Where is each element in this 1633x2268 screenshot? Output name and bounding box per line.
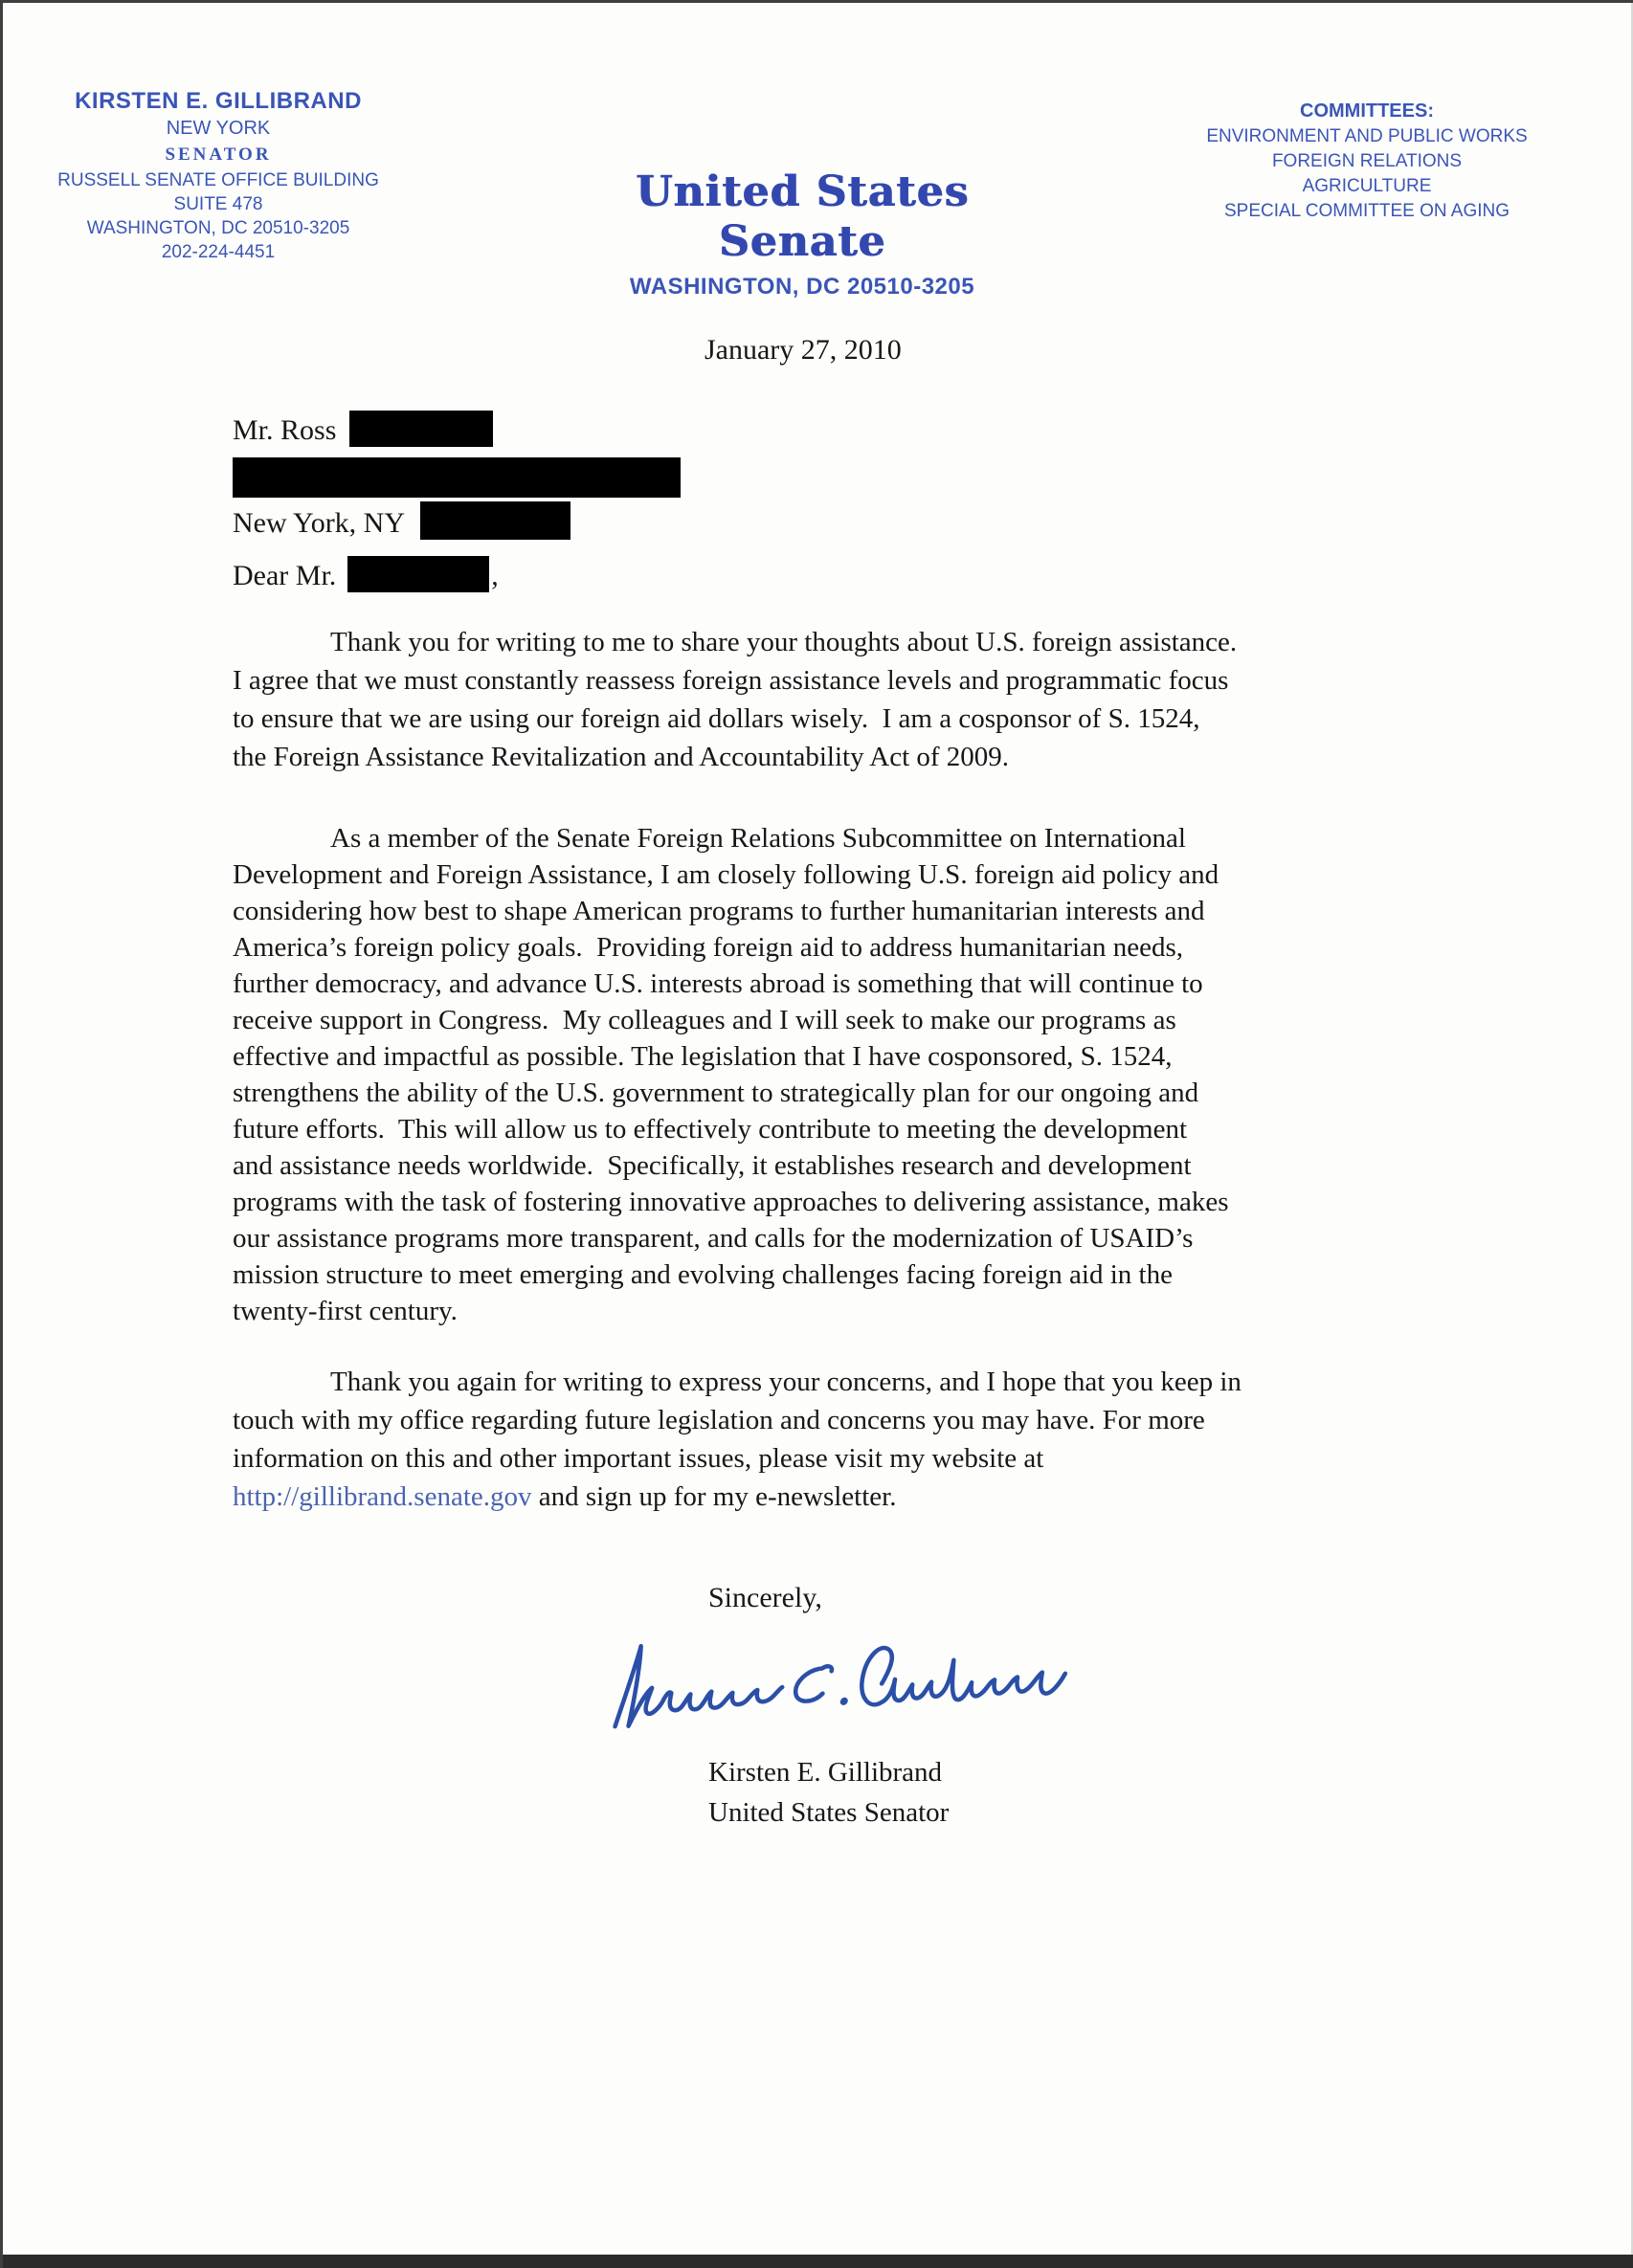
recipient-block	[233, 411, 681, 545]
sender-phone: 202-224-4451	[161, 242, 276, 262]
text-line: considering how best to shape American programs to further humanitarian interests and	[233, 896, 1205, 926]
salutation-prefix: Dear Mr.	[233, 560, 337, 591]
text-line: twenty-first century.	[233, 1296, 458, 1326]
sender-address-line2: SUITE 478	[173, 194, 263, 214]
org-address: WASHINGTON, DC 20510-3205	[629, 274, 975, 300]
text-line: Development and Foreign Assistance, I am closely following U.S. foreign aid policy and	[233, 859, 1219, 890]
salutation	[233, 556, 499, 592]
paragraph	[233, 823, 1400, 1332]
redaction-bar	[349, 411, 493, 447]
text-line: to ensure that we are using our foreign aid dollars wisely. I am a cosponsor of S. 1524,	[233, 703, 1200, 734]
recipient-name-line	[233, 411, 681, 455]
scan-edge-bottom	[3, 2255, 1633, 2268]
salutation-comma: ,	[491, 560, 499, 591]
letter-body	[233, 627, 1400, 1520]
text-line	[233, 1481, 1400, 1520]
org-title: United States Senate	[635, 167, 970, 266]
redaction-bar	[420, 501, 570, 540]
recipient-city-prefix: New York, NY	[233, 507, 406, 539]
paragraph	[233, 1367, 1400, 1520]
closing-word: Sincerely,	[708, 1582, 822, 1613]
committee-item: AGRICULTURE	[1302, 176, 1432, 196]
text-line: America’s foreign policy goals. Providing foreign aid to address humanitarian needs,	[233, 932, 1183, 963]
sender-name: KIRSTEN E. GILLIBRAND	[75, 88, 362, 114]
signature-title: United States Senator	[708, 1797, 950, 1828]
redaction-bar	[347, 556, 489, 592]
text-line: I agree that we must constantly reassess foreign assistance levels and programmatic focus	[233, 665, 1229, 696]
sender-address-line1: RUSSELL SENATE OFFICE BUILDING	[57, 170, 379, 190]
committee-item: SPECIAL COMMITTEE ON AGING	[1223, 201, 1510, 221]
redaction-bar	[233, 457, 681, 498]
letter-date: January 27, 2010	[705, 334, 902, 366]
letterhead-center	[553, 167, 1051, 301]
text-line: touch with my office regarding future legislation and concerns you may have. For more	[233, 1405, 1205, 1435]
recipient-city-line	[233, 501, 681, 545]
signature-name: Kirsten E. Gillibrand	[708, 1757, 943, 1788]
text-line: Thank you for writing to me to share your thoughts about U.S. foreign assistance.	[330, 627, 1238, 657]
text-line: Thank you again for writing to express your concerns, and I hope that you keep in	[330, 1367, 1242, 1397]
text-line: information on this and other important issues, please visit my website at	[233, 1443, 1044, 1474]
text-line: and assistance needs worldwide. Specifically, it establishes research and development	[233, 1150, 1192, 1181]
sender-title: SENATOR	[165, 145, 272, 165]
text-line: our assistance programs more transparent, and calls for the modernization of USAID’s	[233, 1223, 1194, 1254]
text-line: strengthens the ability of the U.S. government to strategically plan for our ongoing and	[233, 1078, 1199, 1108]
text-line: future efforts. This will allow us to effectively contribute to meeting the development	[233, 1114, 1188, 1145]
recipient-street-line	[233, 457, 681, 501]
signature-block	[708, 1752, 949, 1833]
committees-list	[1152, 124, 1582, 224]
paragraph	[233, 627, 1400, 780]
sender-state: NEW YORK	[166, 118, 271, 139]
committee-item: FOREIGN RELATIONS	[1271, 151, 1463, 171]
committee-item: ENVIRONMENT AND PUBLIC WORKS	[1206, 126, 1528, 146]
handwritten-signature	[593, 1619, 1085, 1742]
text-after-link: and sign up for my e-newsletter.	[531, 1481, 897, 1512]
text-line: the Foreign Assistance Revitalization and Accountability Act of 2009.	[233, 742, 1010, 772]
recipient-name-prefix: Mr. Ross	[233, 414, 337, 446]
sender-block	[22, 87, 414, 264]
text-line: mission structure to meet emerging and evolving challenges facing foreign aid in the	[233, 1259, 1173, 1290]
text-line: further democracy, and advance U.S. interests abroad is something that will continue to	[233, 968, 1203, 999]
committees-block	[1152, 99, 1582, 224]
website-link[interactable]: http://gillibrand.senate.gov	[233, 1481, 532, 1512]
text-line: receive support in Congress. My colleagues and I will seek to make our programs as	[233, 1005, 1176, 1035]
sender-address-line3: WASHINGTON, DC 20510-3205	[86, 218, 350, 238]
text-line: effective and impactful as possible. The legislation that I have cosponsored, S. 1524,	[233, 1041, 1173, 1072]
text-line: programs with the task of fostering innovative approaches to delivering assistance, makes	[233, 1187, 1229, 1217]
committees-heading: COMMITTEES:	[1300, 100, 1434, 122]
text-line: As a member of the Senate Foreign Relations Subcommittee on International	[330, 823, 1186, 854]
